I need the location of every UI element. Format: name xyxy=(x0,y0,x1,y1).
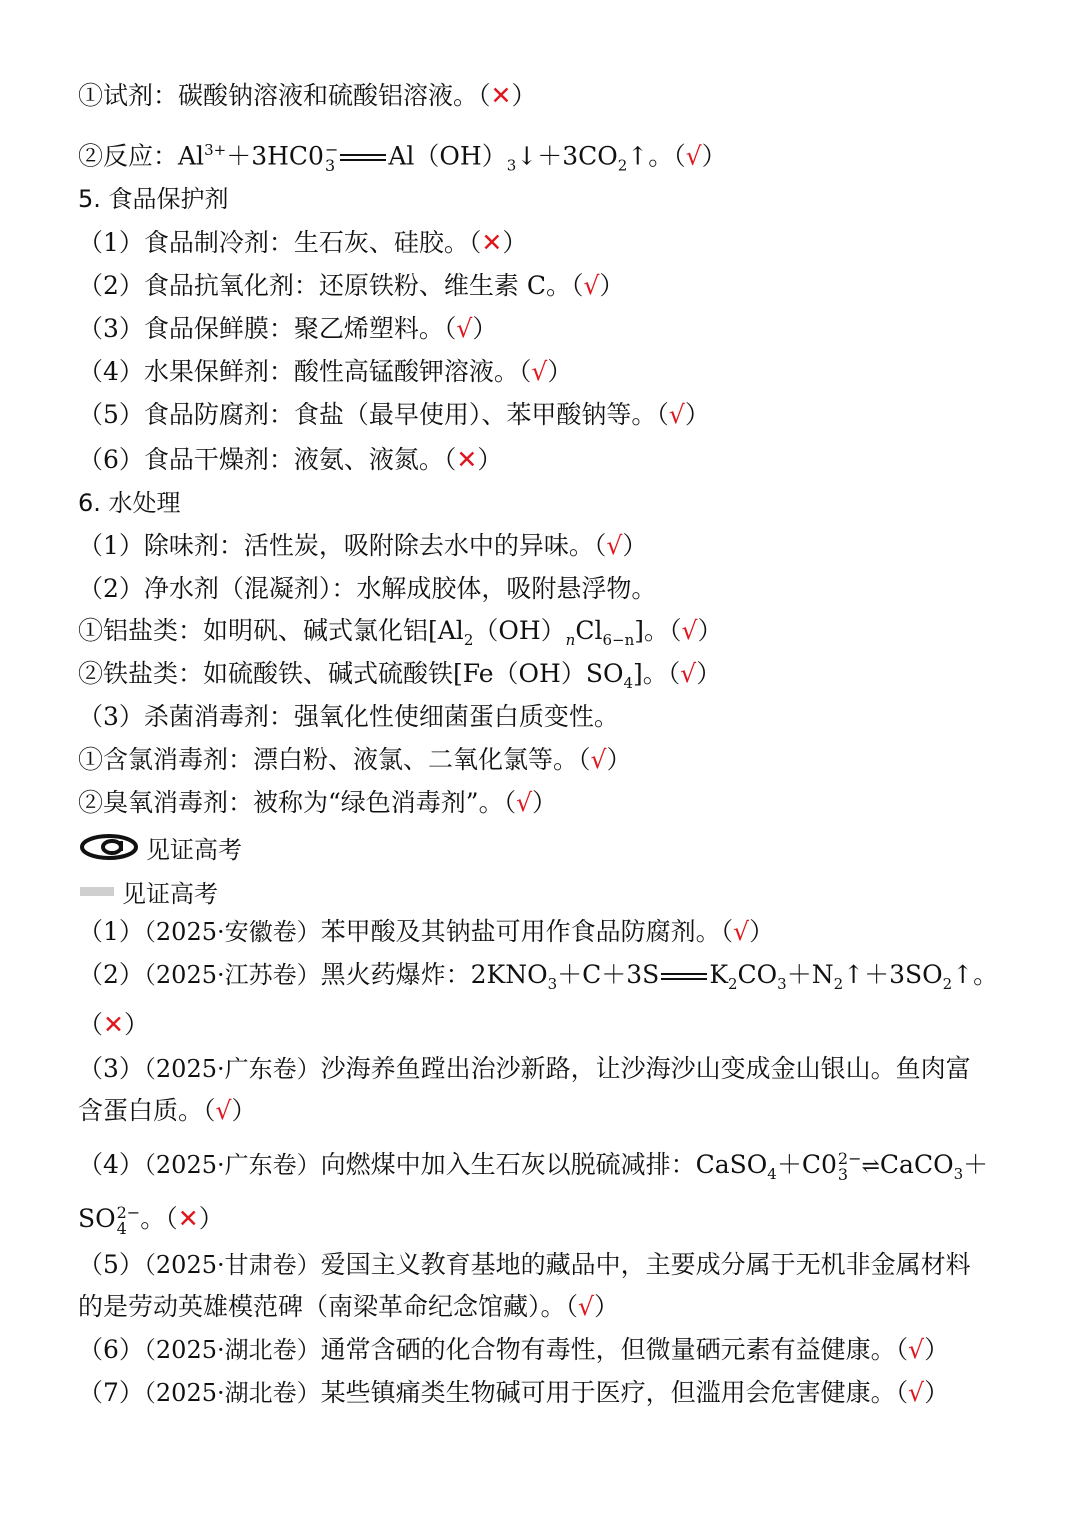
right-mark: √ xyxy=(733,917,750,946)
wrong-mark: ✕ xyxy=(177,1204,199,1233)
equals-sign xyxy=(661,972,707,982)
right-mark: √ xyxy=(215,1096,232,1125)
water-chlorine: ①含氯消毒剂：漂白粉、液氯、二氧化氯等。（√） xyxy=(78,745,632,774)
exam-item-3: （3）（2025·广东卷）沙海养鱼蹚出治沙新路，让沙海沙山变成金山银山。鱼肉富 xyxy=(78,1054,971,1083)
section-subbanner xyxy=(80,874,218,908)
food-item-5: （5）食品防腐剂：食盐（最早使用）、苯甲酸钠等。（√） xyxy=(78,400,710,429)
exam-item-7: （7）（2025·湖北卷）某些镇痛类生物碱可用于医疗，但滥用会危害健康。（√） xyxy=(78,1378,950,1407)
line-reaction: ②反应：$Al^{3+}+3HC0$ − 3 $Al(OH)_3↓+3CO_2↑$。（√） xyxy=(78,139,727,175)
exam-item-5: （5）（2025·甘肃卷）爱国主义教育基地的藏品中，主要成分属于无机非金属材料 xyxy=(78,1250,971,1279)
right-mark: √ xyxy=(681,616,698,645)
water-aluminum-salt: ①铝盐类：如明矾、碱式氯化铝$[Al_2(OH)_nCl_{6-n}]$。（√） xyxy=(78,616,723,649)
equals-sign xyxy=(340,153,386,163)
wrong-mark: ✕ xyxy=(103,1010,124,1039)
water-item-2: （2）净水剂（混凝剂）：水解成胶体，吸附悬浮物。 xyxy=(78,574,657,603)
exam-item-1: （1）（2025·安徽卷）苯甲酸及其钠盐可用作食品防腐剂。（√） xyxy=(78,917,775,946)
water-item-1: （1）除味剂：活性炭，吸附除去水中的异味。（√） xyxy=(78,531,648,560)
water-ozone: ②臭氧消毒剂：被称为“绿色消毒剂”。（√） xyxy=(78,788,558,817)
right-mark: √ xyxy=(531,357,548,386)
food-item-6: （6）食品干燥剂：液氨、液氮。（✕） xyxy=(78,445,503,474)
exam-item-5-cont: 的是劳动英雄模范碑（南梁革命纪念馆藏）。（√） xyxy=(78,1292,619,1321)
right-mark: √ xyxy=(908,1378,925,1407)
at-sign-icon xyxy=(80,834,138,860)
wrong-mark: ✕ xyxy=(456,445,478,474)
right-mark: √ xyxy=(908,1335,925,1364)
right-mark: √ xyxy=(680,659,697,688)
exam-item-4: （4）（2025·广东卷）向燃煤中加入生石灰以脱硫减排：CaSO$_4$＋C0 2− 3 ⇌CaCO$_3$＋ xyxy=(78,1148,989,1184)
wrong-mark: ✕ xyxy=(490,81,512,110)
right-mark: √ xyxy=(685,141,702,171)
section-banner xyxy=(80,830,242,864)
water-item-3: （3）杀菌消毒剂：强氧化性使细菌蛋白质变性。 xyxy=(78,702,619,731)
water-iron-salt: ②铁盐类：如硫酸铁、碱式硫酸铁$[Fe(OH)SO_4]$。（√） xyxy=(78,659,722,692)
right-mark: √ xyxy=(578,1292,594,1321)
exam-item-3-cont: 含蛋白质。（√） xyxy=(78,1096,257,1125)
gray-bar xyxy=(80,887,114,896)
subbanner-title: 见证高考 xyxy=(122,879,218,908)
heading-food-protectant: 5. 食品保护剂 xyxy=(78,185,229,213)
food-item-2: （2）食品抗氧化剂：还原铁粉、维生素 C。（√） xyxy=(78,271,625,300)
right-mark: √ xyxy=(590,745,607,774)
food-item-3: （3）食品保鲜膜：聚乙烯塑料。（√） xyxy=(78,314,498,343)
right-mark: √ xyxy=(583,271,600,300)
right-mark: √ xyxy=(516,788,533,817)
right-mark: √ xyxy=(606,531,623,560)
food-item-1: （1）食品制冷剂：生石灰、硅胶。（✕） xyxy=(78,228,528,257)
wrong-mark: ✕ xyxy=(481,228,503,257)
exam-item-2-mark: （✕） xyxy=(78,1010,149,1039)
right-mark: √ xyxy=(668,400,685,429)
banner-title: 见证高考 xyxy=(146,835,242,864)
right-mark: √ xyxy=(456,314,473,343)
exam-item-4-cont: SO 2− 4 。（✕） xyxy=(78,1202,224,1238)
line-reagent: ①试剂：碳酸钠溶液和硫酸铝溶液。（✕） xyxy=(78,81,537,110)
exam-item-6: （6）（2025·湖北卷）通常含硒的化合物有毒性，但微量硒元素有益健康。（√） xyxy=(78,1335,950,1364)
heading-water-treatment: 6. 水处理 xyxy=(78,489,181,517)
exam-item-2: （2）（2025·江苏卷）黑火药爆炸：$2KNO_3+C+3S$ $K_2CO_3+N_2↑+3SO_2↑$。 xyxy=(78,960,999,993)
food-item-4: （4）水果保鲜剂：酸性高锰酸钾溶液。（√） xyxy=(78,357,573,386)
